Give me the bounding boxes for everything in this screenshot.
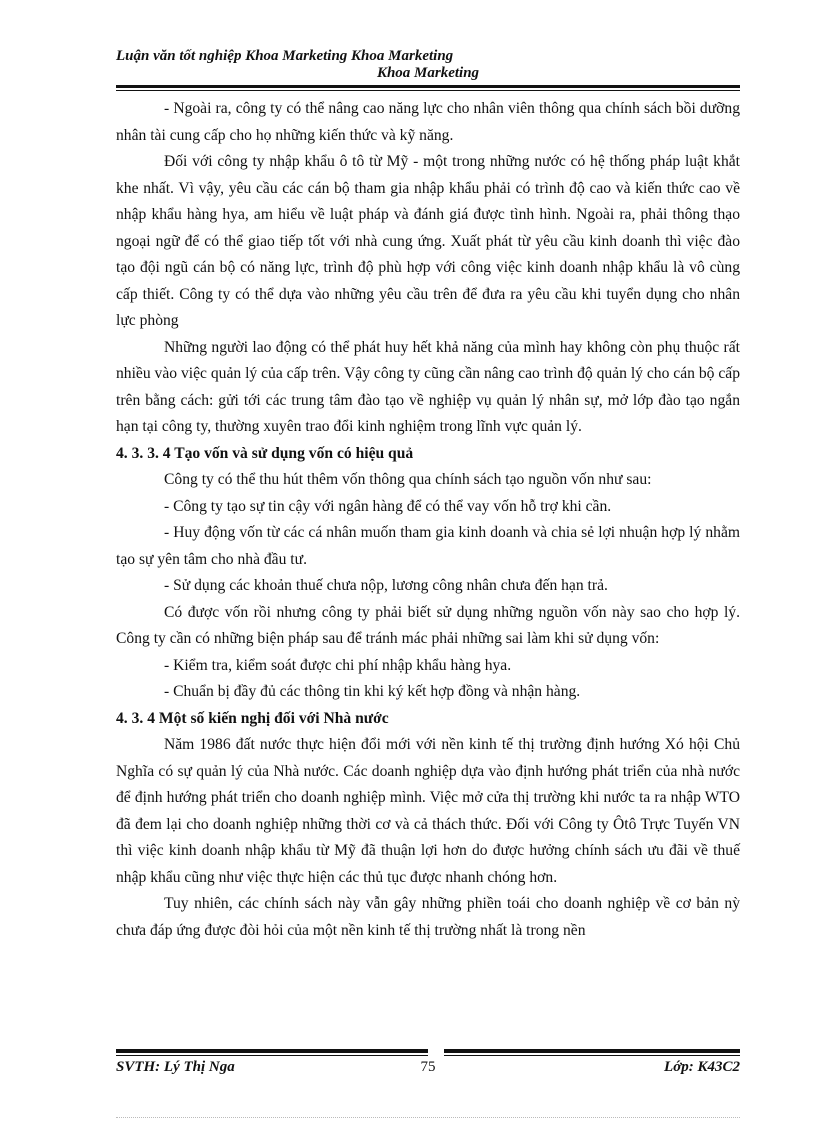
page-number: 75 — [420, 1059, 436, 1075]
footer-class: Lớp: K43C2 — [664, 1059, 740, 1075]
paragraph: Tuy nhiên, các chính sách này vẫn gây những phiền toái cho doanh nghiệp về cơ bản nỳ chưa đáp ứng được đòi hỏi của một nền kinh tế thị trường nhất là trong nền — [116, 895, 740, 939]
header-rule-thin — [116, 90, 740, 91]
paragraph: Có được vốn rồi nhưng công ty phải biết sử dụng những nguồn vốn này sao cho hợp lý. Công ty cần có những biện pháp sau để tránh mác phải những sai làm khi sử dụng vốn: — [116, 603, 740, 647]
paragraph: - Ngoài ra, công ty có thể nâng cao năng lực cho nhân viên thông qua chính sách bồi dưỡng nhân tài cung cấp cho họ những kiến thức và kỹ năng. — [116, 100, 740, 144]
header-rule-thick — [116, 85, 740, 88]
header-subtitle: Khoa Marketing — [376, 65, 480, 81]
page-header — [116, 48, 740, 82]
paragraph: - Chuẩn bị đầy đủ các thông tin khi ký kết hợp đồng và nhận hàng. — [164, 683, 581, 700]
paragraph: - Công ty tạo sự tin cậy với ngân hàng để có thể vay vốn hỗ trợ khi cần. — [164, 497, 612, 515]
paragraph: - Huy động vốn từ các cá nhân muốn tham gia kinh doanh và chia sẻ lợi nhuận hợp lý nhằm tạo sự yên tâm cho nhà đầu tư. — [116, 524, 740, 568]
page-body — [116, 96, 740, 944]
page-bottom-divider — [116, 1117, 740, 1118]
paragraph: Những người lao động có thể phát huy hết khả năng của mình hay không còn phụ thuộc rất nhiều vào việc quản lý của cấp trên. Vậy công ty cũng cần nâng cao trình độ quản lý cho cán bộ cấp trên bằng cách: gửi tới các trung tâm đào tạo về nghiệp vụ quản lý nhân sự, mở lớp đào tạo ngắn hạn tại công ty, thường xuyên trao đổi kinh nghiệm trong lĩnh vực quản lý. — [116, 338, 740, 435]
paragraph: Năm 1986 đất nước thực hiện đổi mới với nền kinh tế thị trường định hướng Xó hội Chủ Nghĩa có sự quản lý của Nhà nước. Các doanh nghiệp dựa vào định hướng phát triển của nhà nước để định hướng phát triển cho doanh nghiệp mình. Việc mở cửa thị trường khi nước ta ra nhập WTO đã đem lại cho doanh nghiệp những thời cơ và cả thách thức. Đối với Công ty Ôtô Trực Tuyến VN thì việc kinh doanh nhập khẩu từ Mỹ đã thuận lợi hơn do được hưởng chính sách ưu đãi về thuế nhập khẩu cũng như việc thực hiện các thủ tục được nhanh chóng hơn. — [116, 736, 740, 886]
footer-rule-right — [444, 1049, 740, 1053]
page-footer — [116, 1059, 740, 1079]
footer-author: SVTH: Lý Thị Nga — [116, 1059, 235, 1075]
footer-rule-left-thin — [116, 1055, 428, 1056]
paragraph: - Sử dụng các khoản thuế chưa nộp, lương công nhân chưa đến hạn trả. — [164, 577, 608, 594]
paragraph: - Kiểm tra, kiểm soát được chi phí nhập khẩu hàng hya. — [164, 656, 512, 674]
section-heading: 4. 3. 4 Một số kiến nghị đối với Nhà nước — [116, 709, 389, 727]
footer-rule-right-thin — [444, 1055, 740, 1056]
paragraph: Công ty có thể thu hút thêm vốn thông qua chính sách tạo nguồn vốn như sau: — [164, 471, 652, 488]
paragraph: Đối với công ty nhập khẩu ô tô từ Mỹ - một trong những nước có hệ thống pháp luật khắt khe nhất. Vì vậy, yêu cầu các cán bộ tham gia nhập khẩu phải có trình độ cao và kiến thức cao về nhập khẩu hàng hya, am hiểu về luật pháp và đánh giá được tình hình. Ngoài ra, phải thông thạo ngoại ngữ để có thể giao tiếp tốt với nhà cung ứng. Xuất phát từ yêu cầu kinh doanh thì việc đào tạo đội ngũ cán bộ có năng lực, trình độ phù hợp với công việc kinh doanh nhập khẩu là vô cùng cấp thiết. Công ty có thể dựa vào những yêu cầu trên để đưa ra yêu cầu khi tuyển dụng cho nhân lực phòng — [116, 153, 740, 329]
section-heading: 4. 3. 3. 4 Tạo vốn và sử dụng vốn có hiệu quả — [116, 444, 414, 462]
footer-rule-left — [116, 1049, 428, 1053]
header-title: Luận văn tốt nghiệp Khoa Marketing Khoa Marketing — [116, 48, 454, 64]
